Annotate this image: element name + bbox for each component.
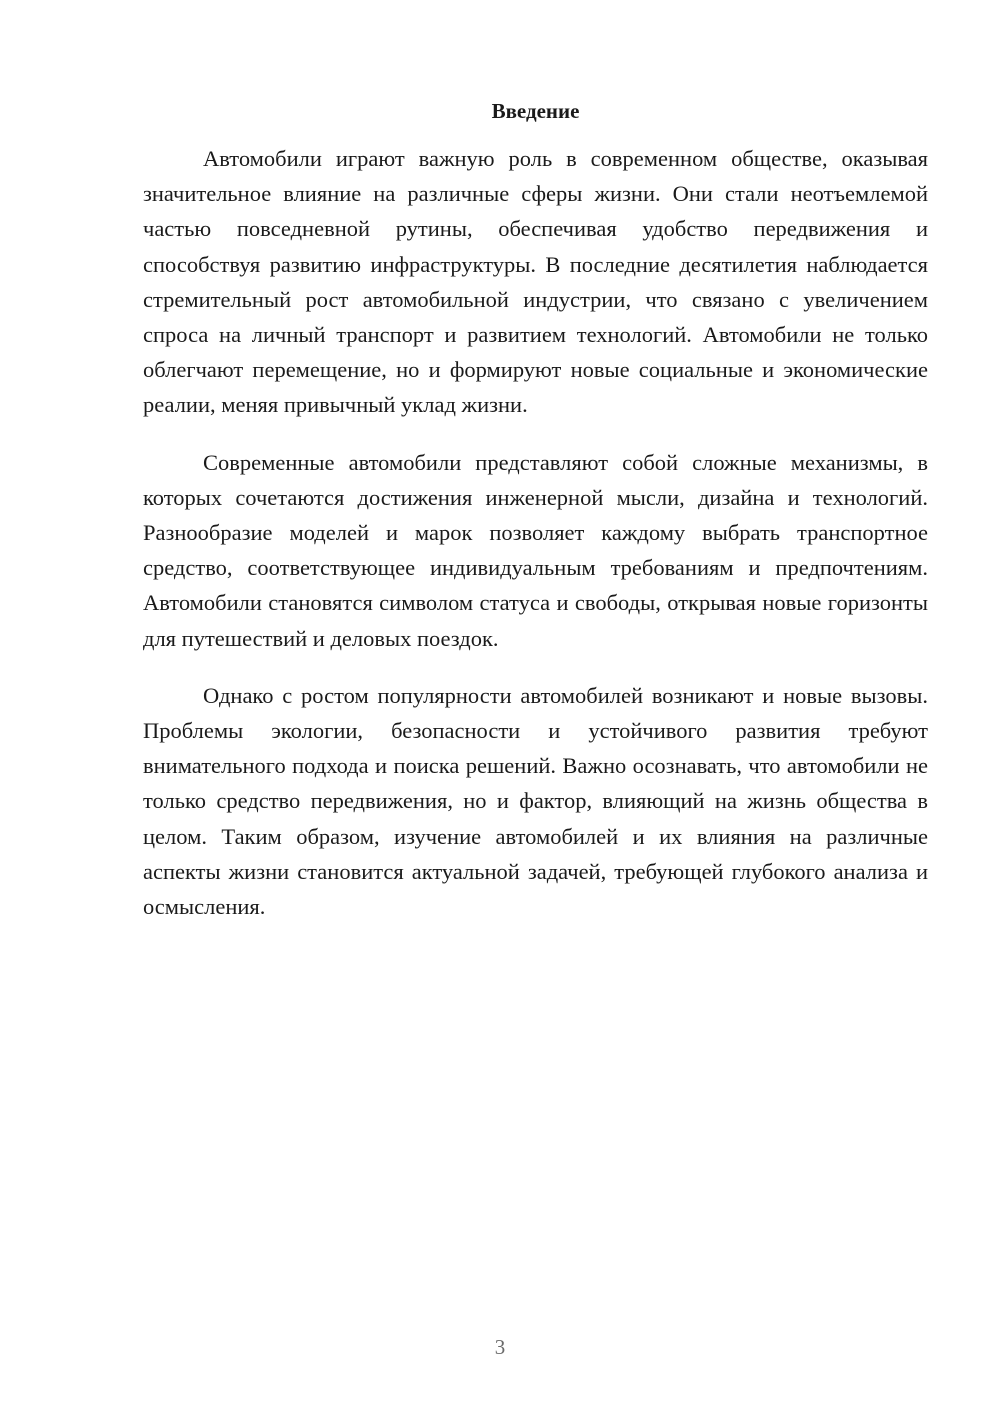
- page-number: 3: [494, 1335, 506, 1359]
- paragraph-3: Однако с ростом популярности автомобилей возникают и новые вызовы. Проблемы экологии, безопасности и устойчивого развития требуют внимательного подхода и поиска решений. Важно осознавать, что автомобили не только средство передвижения, но и фактор, влияющий на жизнь общества в целом. Таким образом, изучение автомобилей и их влияния на различные аспекты жизни становится актуальной задачей, требующей глубокого анализа и осмысления.: [143, 682, 928, 920]
- paragraph-1: Автомобили играют важную роль в современном обществе, оказывая значительное влияние на различные сферы жизни. Они стали неотъемлемой частью повседневной рутины, обеспечивая удобство передвижения и способствуя развитию инфраструктуры. В последние десятилетия наблюдается стремительный рост автомобильной индустрии, что связано с увеличением спроса на личный транспорт и развитием технологий. Автомобили не только облегчают перемещение, но и формируют новые социальные и экономические реалии, меняя привычный уклад жизни.: [143, 146, 928, 418]
- body-text: [143, 141, 928, 946]
- paragraph-2: Современные автомобили представляют собой сложные механизмы, в которых сочетаются достижения инженерной мысли, дизайна и технологий. Разнообразие моделей и марок позволяет каждому выбрать транспортное средство, соответствующее индивидуальным требованиям и предпочтениям. Автомобили становятся символом статуса и свободы, открывая новые горизонты для путешествий и деловых поездок.: [143, 449, 928, 651]
- section-title: Введение: [491, 99, 580, 123]
